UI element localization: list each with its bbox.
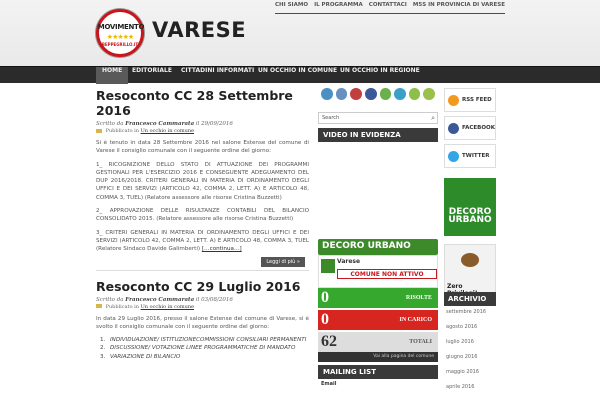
decoro-page-link[interactable]: Vai alla pagina del comune — [318, 352, 438, 362]
mailing-list-widget — [318, 365, 438, 389]
post-meta — [96, 297, 309, 303]
logo-stars: ★★★★★ — [106, 33, 134, 41]
stat-label: TOTALI — [409, 339, 432, 345]
stat-totali — [318, 332, 438, 352]
post-paragraph: 1_ RICOGNIZIONE DELLO STATO DI ATTUAZIONE DEI PROGRAMMI GESTIONALI PER L'ESERCIZIO 2016 E CONSEGUENTE ADEGUAMENTO DEL DUP 2016/2018. CRITERI GENERALI IN MATERIA DI ORDINAMENTO DEGLI UFFICI E DEI SERVIZI (ARTICOLO 42, COMMA 2, LETT. A) E ARTICOLO 48, COMMA 3, TUEL) (Relatore assessore alle risorse Cristina Buzzetti) — [96, 161, 309, 201]
facebook-icon — [448, 123, 459, 134]
myspace-icon[interactable] — [380, 88, 392, 100]
post-paragraph: In data 29 Luglio 2016, presso il salone Estense del comune di Varese, si è svolto il consiglio comunale con il seguente ordine del giorno: — [96, 315, 309, 330]
site-header — [0, 0, 600, 66]
published-prefix: Pubblicato in — [105, 303, 139, 310]
post-category-line — [96, 128, 309, 134]
more-row — [96, 257, 309, 271]
top-navigation — [275, 2, 505, 14]
top-link-chi-siamo[interactable]: CHI SIAMO — [275, 2, 309, 8]
share-icon[interactable] — [321, 88, 333, 100]
twitter-label: TWITTER — [462, 153, 490, 159]
post-title[interactable]: Resoconto CC 29 Luglio 2016 — [96, 278, 301, 294]
post-category-line — [96, 304, 309, 310]
post-title[interactable]: Resoconto CC 28 Settembre 2016 — [96, 88, 293, 118]
decoro-logo-line: DECORO — [448, 207, 492, 217]
list-text: INDIVIDUAZIONE/ ISTITUZIONECOMMISSIONI CONSILIARI PERMANENTI — [110, 337, 307, 344]
search-icon[interactable]: ⌕ — [431, 114, 435, 122]
continua-link[interactable]: […continua…] — [201, 246, 242, 253]
top-link-provincia[interactable]: M5S IN PROVINCIA DI VARESE — [412, 2, 505, 8]
archive-item[interactable]: maggio 2016 — [446, 369, 480, 375]
post — [96, 279, 309, 361]
decoro-mini-logo-icon — [321, 259, 335, 273]
delicious-icon[interactable] — [336, 88, 348, 100]
list-item — [100, 336, 309, 344]
decoro-city-box — [318, 255, 438, 288]
list-number: 1. — [100, 337, 106, 344]
folder-icon — [96, 129, 102, 133]
post-meta — [96, 121, 309, 127]
rss-icon — [448, 95, 459, 106]
middle-sidebar — [318, 84, 438, 387]
rss-feed-button[interactable] — [444, 88, 496, 112]
post-paragraph: 2_ APPROVAZIONE DELLE RISULTANZE CONTABILI DEL BILANCIO CONSOLIDATO 2015. (Relatore assessore alle risorse Cristina Buzzetti) — [96, 208, 309, 223]
bird-icon — [461, 253, 479, 267]
site-title[interactable]: VARESE — [152, 18, 247, 42]
list-item — [100, 353, 309, 361]
nav-cittadini-informati[interactable]: CITTADINI INFORMATI — [181, 67, 255, 74]
stat-in-carico — [318, 310, 438, 330]
archive-item[interactable]: aprile 2016 — [446, 384, 475, 390]
archive-item[interactable]: settembre 2016 — [446, 309, 487, 315]
main-navigation — [0, 66, 600, 83]
twitter-icon — [448, 151, 459, 162]
post-date: il 03/08/2016 — [195, 296, 233, 303]
rss-label: RSS FEED — [462, 97, 492, 103]
stat-label: IN CARICO — [399, 317, 432, 323]
decoro-city: Varese — [337, 258, 361, 265]
facebook-label: FACEBOOK — [462, 125, 495, 131]
right-sidebar — [444, 84, 496, 390]
published-prefix: Pubblicato in — [105, 128, 139, 134]
meta-prefix: Scritto da — [96, 121, 124, 127]
archive-item[interactable]: agosto 2016 — [446, 324, 478, 330]
post-category-link[interactable]: Un occhio in comune — [140, 128, 195, 134]
social-icons-row — [318, 84, 438, 106]
decoro-urbano-logo[interactable] — [444, 178, 496, 236]
email-label: Email — [321, 381, 337, 387]
top-link-programma[interactable]: IL PROGRAMMA — [314, 2, 363, 8]
post-paragraph: Si è tenuto in data 28 Settembre 2016 nel salone Estense del comune di Varese il consiglio comunale con il seguente ordine del giorno: — [96, 140, 309, 155]
meta-prefix: Scritto da — [96, 296, 124, 303]
twitter-button[interactable] — [444, 144, 496, 168]
nav-home[interactable]: HOME — [96, 67, 128, 84]
decoro-status-badge: COMUNE NON ATTIVO — [337, 269, 437, 279]
search-placeholder: Search — [322, 115, 340, 121]
nav-occhio-comune[interactable]: UN OCCHIO IN COMUNE — [258, 67, 338, 74]
decoro-urbano-banner[interactable]: DECORO URBANO — [318, 239, 438, 255]
post-paragraph-last — [96, 229, 309, 254]
stat-label: RISOLTE — [405, 295, 432, 301]
zero-privilegi-banner[interactable] — [444, 244, 496, 296]
archive-item[interactable]: giugno 2016 — [446, 354, 478, 360]
archive-title: ARCHIVIO — [444, 292, 496, 306]
post-date: il 29/09/2016 — [195, 121, 233, 127]
decoro-logo-line: URBANO — [448, 215, 492, 225]
list-number: 2. — [100, 345, 106, 352]
main-content — [96, 84, 309, 361]
technorati-icon[interactable] — [409, 88, 421, 100]
stat-value: 0 — [321, 311, 329, 328]
logo-text-bottom: BEPPEGRILLO.IT — [101, 42, 139, 47]
nav-occhio-regione[interactable]: UN OCCHIO IN REGIONE — [340, 67, 420, 74]
search-input[interactable] — [318, 112, 438, 124]
nav-editoriale[interactable]: EDITORIALE — [132, 67, 172, 74]
stat-risolte — [318, 288, 438, 308]
archive-item[interactable]: luglio 2016 — [446, 339, 474, 345]
stat-value: 62 — [321, 333, 337, 350]
read-more-button[interactable]: Leggi di più » — [261, 257, 305, 267]
top-link-contattaci[interactable]: CONTATTACI — [368, 2, 407, 8]
folder-icon — [96, 304, 102, 308]
post-category-link[interactable]: Un occhio in comune — [140, 303, 195, 310]
m5s-logo[interactable] — [96, 9, 144, 57]
agenda-list — [96, 336, 309, 361]
list-number: 3. — [100, 353, 106, 360]
video-widget-title: VIDEO IN EVIDENZA — [318, 128, 438, 142]
mailing-list-title: MAILING LIST — [318, 365, 438, 379]
post-author[interactable]: Francesco Cammarata — [125, 296, 195, 303]
digg-icon[interactable] — [350, 88, 362, 100]
stat-value: 0 — [321, 289, 329, 306]
post — [96, 88, 309, 271]
post-paragraph-text: 3_ CRITERI GENERALI IN MATERIA DI ORDINAMENTO DEGLI UFFICI E DEI SERVIZI (ARTICOLO 42, COMMA 2, LETT. A) E ARTICOLO 48, COMMA 3, TUEL (Relatore Sindaco Davide Galimberti) — [96, 229, 309, 253]
list-item — [100, 344, 309, 352]
stumble-icon[interactable] — [394, 88, 406, 100]
list-text: DISCUSSIONE/ VOTAZIONE LINEE PROGRAMMATICHE DI MANDATO — [110, 345, 296, 352]
zero-privilegi-text: Zero — [447, 283, 463, 290]
post-author[interactable]: Francesco Cammarata — [125, 121, 195, 127]
list-text: VARIAZIONE DI BILANCIO — [110, 353, 181, 360]
facebook-button[interactable] — [444, 116, 496, 140]
add-icon[interactable] — [423, 88, 435, 100]
logo-text-top: MOVIMENTO — [97, 23, 145, 31]
facebook-icon[interactable] — [365, 88, 377, 100]
